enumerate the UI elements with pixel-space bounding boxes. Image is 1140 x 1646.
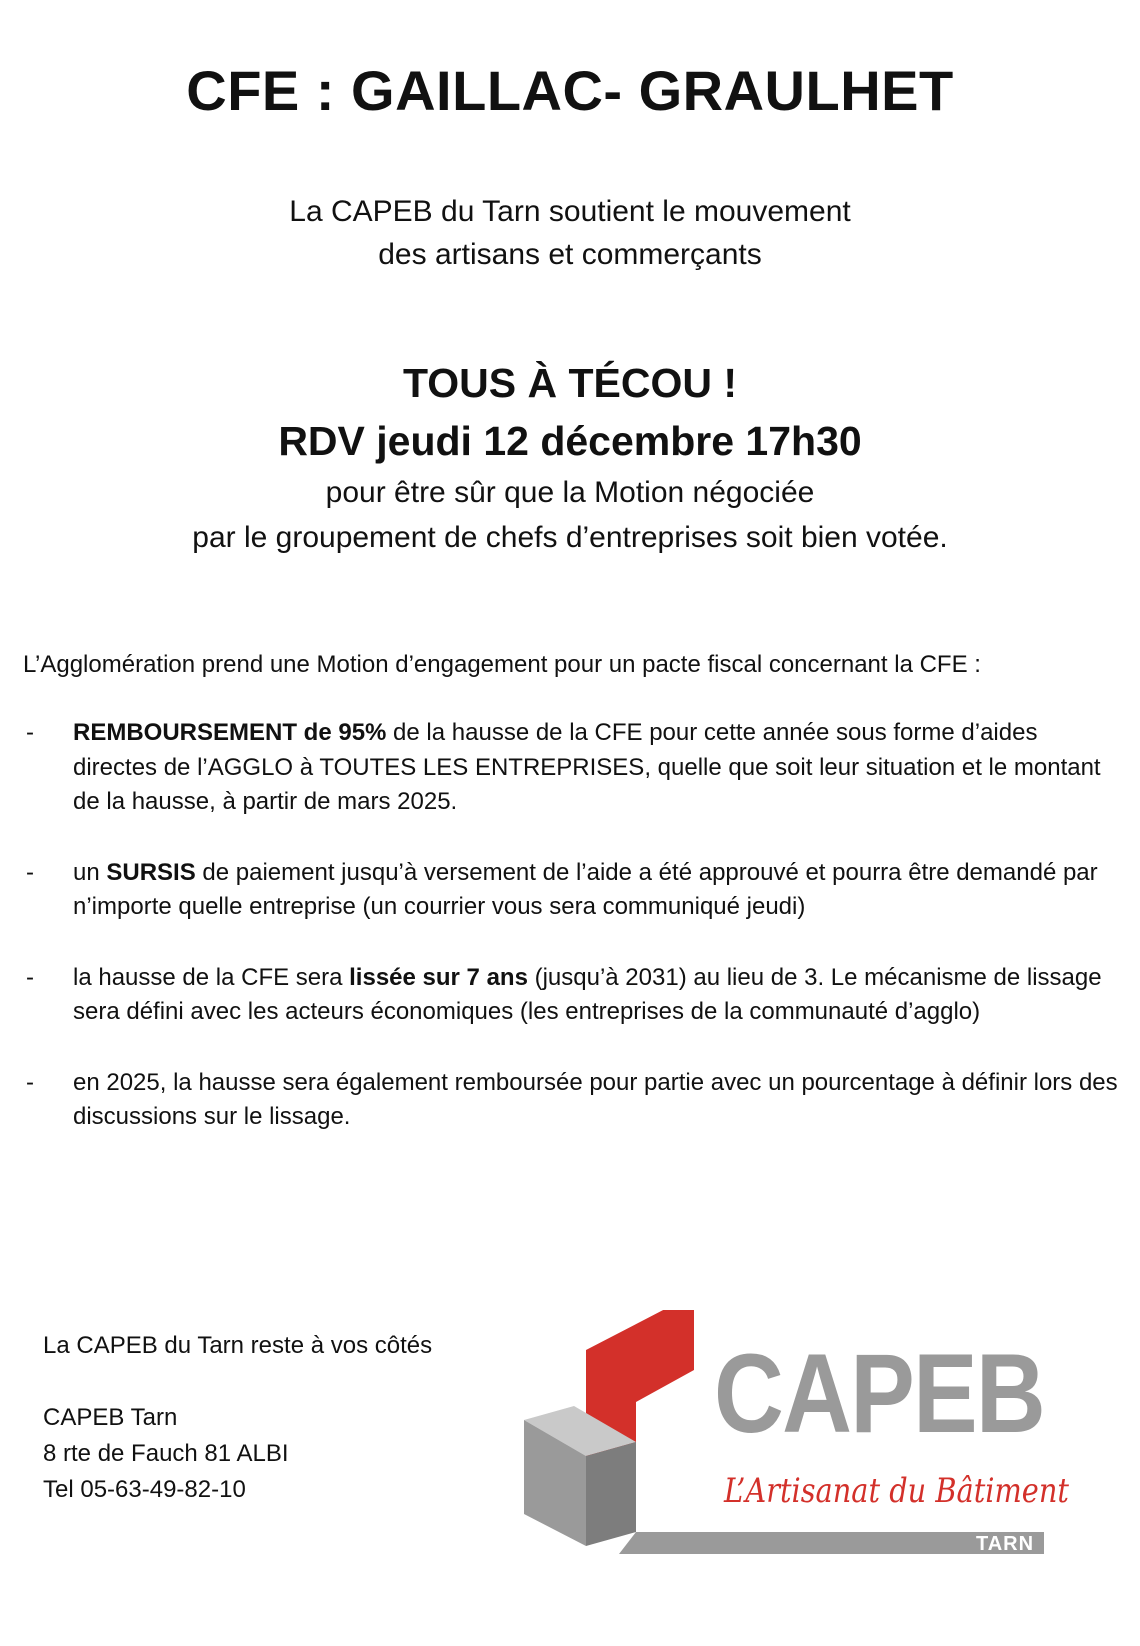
phone-number: Tel 05-63-49-82-10 [43, 1476, 246, 1503]
org-name: CAPEB Tarn [43, 1404, 178, 1431]
logo-wordmark: CAPEB [714, 1331, 1044, 1456]
list-item: - un SURSIS de paiement jusqu’à versement de l’aide a été approuvé et pourra être demandé par n’importe quelle entreprise (un courrier vous sera communiqué jeudi) [23, 856, 1123, 925]
rally-line-1: TOUS À TÉCOU ! [402, 360, 738, 406]
list-item: - REMBOURSEMENT de 95% de la hausse de la CFE pour cette année sous forme d’aides directes de l’AGGLO à TOUTES LES ENTREPRISES, quelle que soit leur situation et le montant de la hausse, à partir de mars 2025. [23, 716, 1123, 820]
list-item: - la hausse de la CFE sera lissée sur 7 ans (jusqu’à 2031) au lieu de 3. Le mécanisme de lissage sera défini avec les acteurs économiques (les entreprises de la communauté d’agglo) [23, 961, 1123, 1030]
purpose-line-1: pour être sûr que la Motion négociée [325, 476, 815, 509]
intro-line-1: La CAPEB du Tarn soutient le mouvement [289, 195, 851, 228]
motion-points-list [23, 716, 1123, 1171]
bullet-dash: - [26, 858, 34, 886]
purpose-text [0, 470, 1140, 560]
page-title: CFE : GAILLAC- GRAULHET [186, 59, 954, 122]
intro-line-2: des artisans et commerçants [378, 238, 762, 271]
logo-tagline: L’Artisanat du Bâtiment [723, 1471, 1070, 1511]
capeb-logo [524, 1310, 1104, 1570]
bullet-dash: - [26, 719, 34, 746]
address: 8 rte de Fauch 81 ALBI [43, 1440, 289, 1467]
rally-line-2: RDV jeudi 12 décembre 17h30 [278, 418, 862, 464]
logo-gray-side [586, 1442, 636, 1546]
rally-heading [0, 354, 1140, 470]
logo-region: TARN [976, 1533, 1035, 1555]
list-item: - en 2025, la hausse sera également remboursée pour partie avec un pourcentage à définir lors des discussions sur le lissage. [23, 1066, 1123, 1135]
emphasis: lissée sur 7 ans [349, 963, 528, 991]
bullet-dash: - [26, 963, 34, 991]
emphasis: REMBOURSEMENT de 95% [73, 719, 387, 746]
motion-lead: L’Agglomération prend une Motion d’engagement pour un pacte fiscal concernant la CFE : [23, 651, 981, 678]
purpose-line-2: par le groupement de chefs d’entreprises soit bien votée. [192, 521, 948, 554]
emphasis: SURSIS [106, 858, 196, 886]
support-line: La CAPEB du Tarn reste à vos côtés [43, 1332, 433, 1359]
intro-text [0, 190, 1140, 276]
bullet-dash: - [26, 1068, 34, 1096]
contact-block [43, 1328, 513, 1508]
